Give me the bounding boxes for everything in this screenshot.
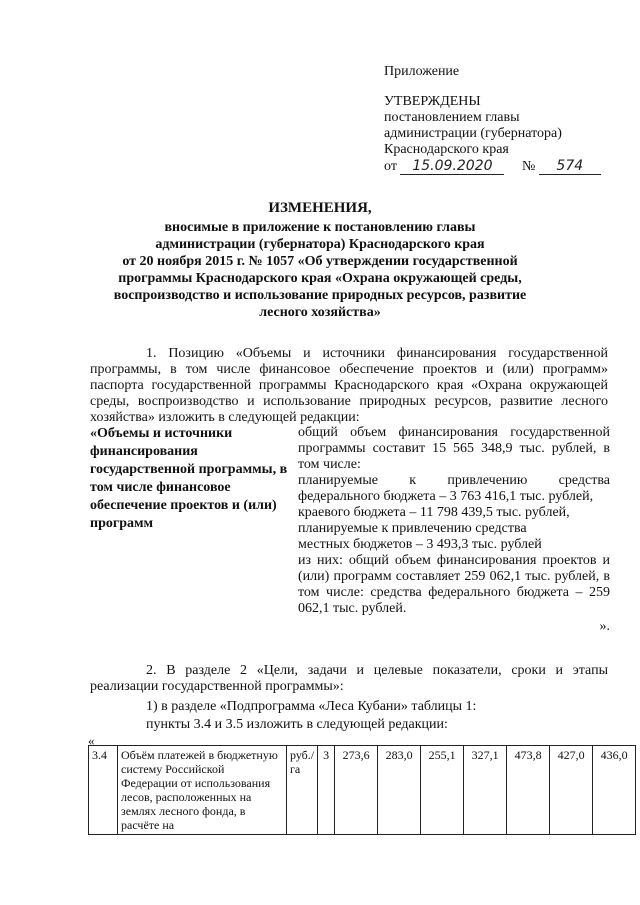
number-label: № (521, 159, 536, 174)
financing-total: общий объем финансирования государственной программы составит 15 565 348,9 тыс. рублей, в том числе: (298, 425, 610, 472)
handwritten-date: 15.09.2020 (400, 158, 504, 175)
title-line-4: программы Краснодарского края «Охрана окружающей среды, (118, 271, 522, 286)
paragraph-1: 1. Позицию «Объемы и источники финансирования государственной программы, в том числе финансовое обеспечение проектов и (или) программ» паспорта государственной программы Краснодарского края «Охрана окружающей среды, воспроизводство и использование природных ресурсов, развитие лесного хозяйства» изложить в следующей редакции: (90, 346, 608, 425)
handwritten-number: 574 (539, 158, 601, 175)
value-cell: 473,8 (507, 746, 550, 835)
title-line-5: воспроизводство и использование природных ресурсов, развитие (113, 288, 527, 303)
financing-projects: из них: общий объем финансирования проектов и (или) программ составляет 259 062,1 тыс. рублей, в том числе: средства федерального бюджета – 259 062,1 тыс. рублей. (298, 553, 610, 616)
title-line-2: администрации (губернатора) Краснодарского края (155, 237, 485, 252)
appendix-label: Приложение (384, 64, 460, 79)
indicators-table (88, 745, 636, 835)
approved-label: УТВЕРЖДЕНЫ (384, 94, 481, 109)
title-line-6: лесного хозяйства» (259, 305, 381, 320)
approval-line-3: Краснодарского края (384, 142, 509, 157)
indicator-status: 3 (318, 746, 335, 835)
paragraph-2-item-1: 1) в разделе «Подпрограмма «Леса Кубани» таблицы 1: (146, 699, 477, 714)
paragraph-2-item-2: пункты 3.4 и 3.5 изложить в следующей редакции: (146, 717, 448, 732)
approval-line-2: администрации (губернатора) (384, 126, 562, 141)
value-cell: 427,0 (550, 746, 593, 835)
value-cell: 283,0 (378, 746, 421, 835)
title-line-1: вносимые в приложение к постановлению главы (164, 220, 476, 235)
table-open-quote: « (88, 733, 95, 748)
financing-local: местных бюджетов – 3 493,3 тыс. рублей (298, 537, 542, 552)
paragraph-2: 2. В разделе 2 «Цели, задачи и целевые показатели, сроки и этапы реализации государственной программы»: (90, 663, 608, 694)
title-heading: ИЗМЕНЕНИЯ, (268, 200, 372, 216)
position-right-column (298, 425, 610, 635)
document-title (60, 200, 580, 321)
financing-federal: планируемые к привлечению средства федерального бюджета – 3 763 416,1 тыс. рублей, (298, 473, 610, 504)
value-cell: 436,0 (593, 746, 636, 835)
table-row (89, 746, 636, 835)
indicator-unit: руб./ га (287, 746, 318, 835)
value-cell: 327,1 (464, 746, 507, 835)
from-label: от (384, 159, 397, 174)
indicator-name: Объём платежей в бюджетную систему Российской Федерации от использования лесов, расположенных на землях лесного фонда, в расчёте на (118, 746, 287, 835)
row-number: 3.4 (89, 746, 118, 835)
approval-block (384, 64, 601, 175)
position-left-column: «Объемы и источники финансирования государственной программы, в том числе финансовое обеспечение проектов и (или) программ (90, 426, 288, 531)
financing-regional: краевого бюджета – 11 798 439,5 тыс. рублей, (298, 505, 570, 520)
value-cell: 273,6 (335, 746, 378, 835)
financing-local-label: планируемые к привлечению средства (298, 521, 527, 536)
title-line-3: от 20 ноября 2015 г. № 1057 «Об утверждении государственной (122, 254, 518, 269)
approval-date-number (384, 158, 601, 175)
approval-line-1: постановлением главы (384, 110, 520, 125)
closing-quote: ». (599, 619, 610, 634)
value-cell: 255,1 (421, 746, 464, 835)
